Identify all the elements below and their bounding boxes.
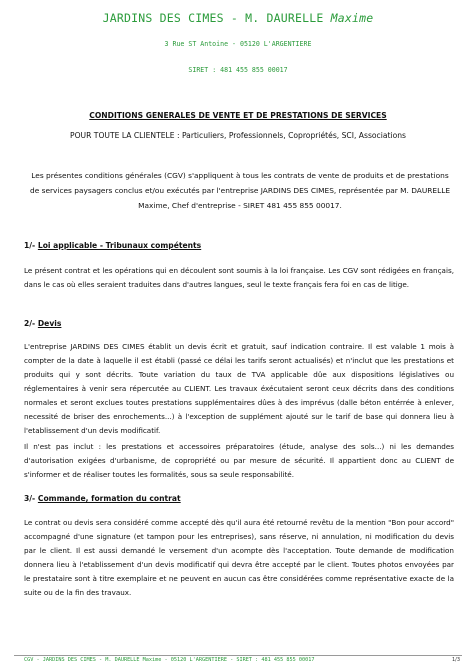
section-2-paragraph-1: L'entreprise JARDINS DES CIMES établit un devis écrit et gratuit, sauf indication contraire. Il est valable 1 mois à compter de la date à laquelle il est établi (passé ce délai les tarifs seront actualisés) et n'inclut que les prestations et produits qui y sont décrits. Toute variation du taux de TVA applicable dûe aux dispositions législatives ou réglementaires à venir sera répercutée au CLIENT. Les travaux éxécutaient seront ceux décrits dans des conditions normales et seront exclues toutes prestations supplémentaires dûes à des imprévus (dalle béton entérrée à enlever, necessité de briser des enrochements...) à l'exception de supplément ajouté sur le tarif de base qui donnera lieu à l'etablissement d'un devis modificatif. [24,342,454,435]
intro-paragraph: Les présentes conditions générales (CGV) s'appliquent à tous les contrats de vente de produits et de prestations de services paysagers conclus et/ou exécutés par l'entreprise JARDINS DES CIMES, représentée par M. DAURELLE Maxime, Chef d'entreprise - SIRET 481 455 855 00017. [30,171,450,210]
page-number: 1/3 [451,657,460,663]
section-3-paragraph: Le contrat ou devis sera considéré comme accepté dès qu'il aura été retourné revêtu de la mention "Bon pour accord" accompagné d'une signature (et tampon pour les entreprises), sans réserve, ni annulation, ni modification du devis par le client. Il est aussi demandé le versement d'un acompte dès l'acceptation. Toute demande de modification donnera lieu à l'etablissement d'un devis modificatif qui devra être accepté par le client. Toutes photos envoyées par le prestataire sont à titre exemplaire et ne peuvent en aucun cas être considérées comme représentative exacte de la suite ou de la fin des travaux. [24,518,454,597]
company-name-text: JARDINS DES CIMES - M. DAURELLE [102,11,324,25]
section-number: 1/- [24,241,36,250]
section-2-paragraph-2: Il n'est pas inclut : les prestations et accessoires préparatoires (étude, analyse des sols...) ni les demandes d'autorisation exigées d'urbanisme, de copropriété ou par mesure de sécurité. Il appartient donc au CLIENT de s'informer et de réaliser toutes les formalités, sous sa seule responsabilité. [24,442,454,479]
footer-text: CGV - JARDINS DES CIMES - M. DAURELLE Maxime - 05120 L'ARGENTIERE - SIRET : 481 455 855 00017 [24,657,315,663]
owner-first-name: Maxime [330,11,374,25]
section-heading-2 [24,319,61,328]
document-title: CONDITIONS GENERALES DE VENTE ET DE PRESTATIONS DE SERVICES [89,111,387,120]
company-address: 3 Rue ST Antoine - 05120 L'ARGENTIERE [164,40,312,48]
section-heading-3 [24,494,181,503]
section-title: Devis [37,319,62,328]
company-siret: SIRET : 481 455 855 00017 [188,66,288,74]
section-title: Loi applicable - Tribunaux compétents [37,241,202,250]
footer-divider [14,655,462,656]
section-number: 3/- [24,494,36,503]
company-name [0,11,476,25]
section-title: Commande, formation du contrat [37,494,181,503]
section-heading-1 [24,241,201,250]
document-subtitle: POUR TOUTE LA CLIENTELE : Particuliers, Professionnels, Copropriétés, SCI, Associations [70,131,406,140]
section-number: 2/- [24,319,36,328]
section-1-paragraph: Le présent contrat et les opérations qui en découlent sont soumis à la loi française. Les CGV sont rédigées en français, dans le cas où elles seraient traduites dans d'autres langues, seul le texte français fera foi en cas de litige. [24,266,454,289]
